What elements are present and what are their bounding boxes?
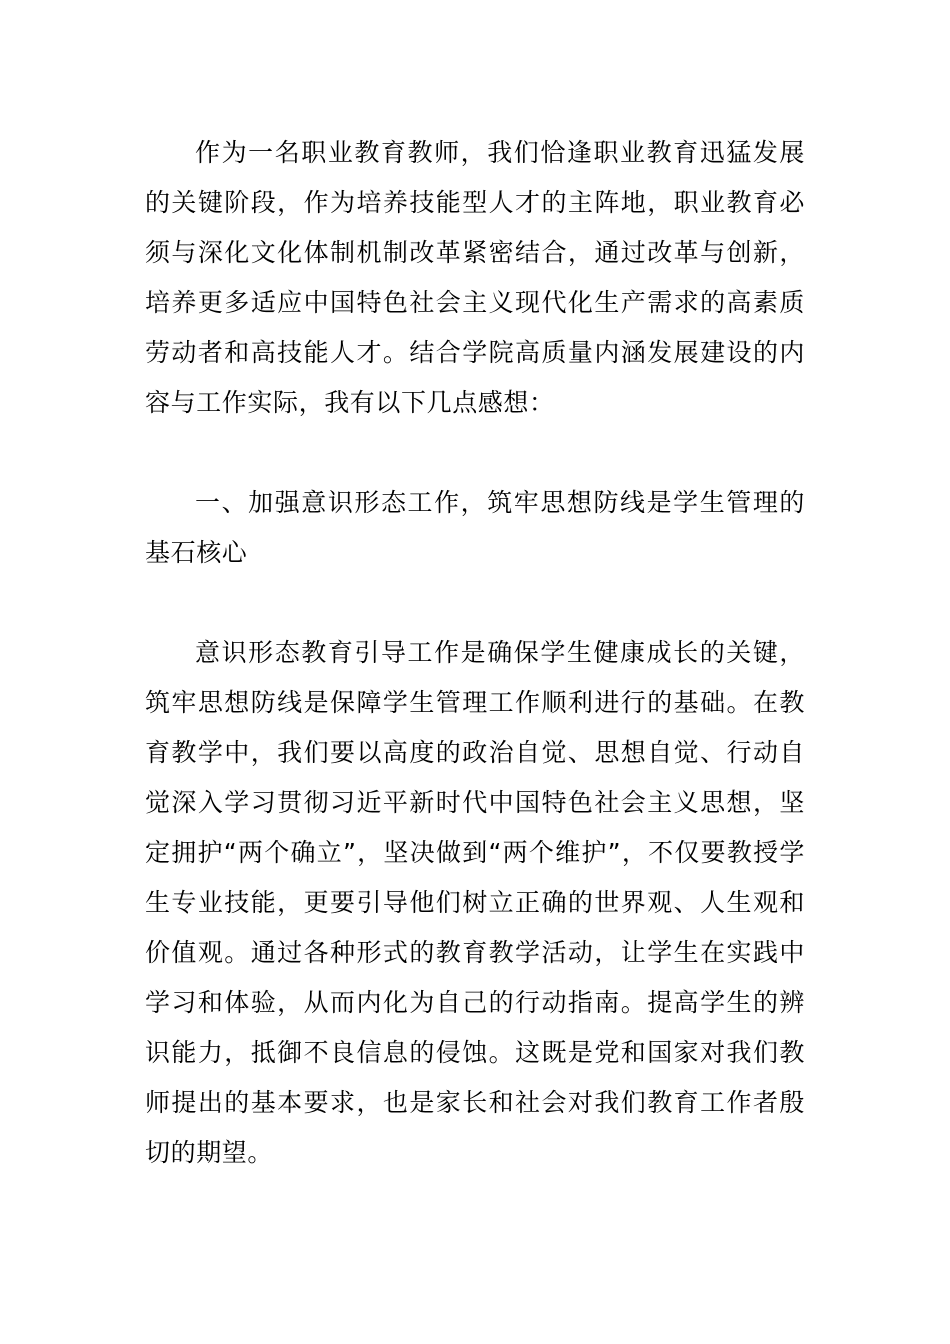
section-paragraph: 意识形态教育引导工作是确保学生健康成长的关键，筑牢思想防线是保障学生管理工作顺利进行的基础。在教育教学中，我们要以高度的政治自觉、思想自觉、行动自觉深入学习贯彻习近平新时代中国特色社会主义思想，坚定拥护“两个确立”，坚决做到“两个维护”，不仅要教授学生专业技能，更要引导他们树立正确的世界观、人生观和价值观。通过各种形式的教育教学活动，让学生在实践中学习和体验，从而内化为自己的行动指南。提高学生的辨识能力，抵御不良信息的侵蚀。这既是党和国家对我们教师提出的基本要求，也是家长和社会对我们教育工作者殷切的期望。 <box>145 638 805 1167</box>
section-heading: 一、加强意识形态工作，筑牢思想防线是学生管理的基石核心 <box>145 488 805 567</box>
document-body <box>145 128 805 1178</box>
intro-paragraph: 作为一名职业教育教师，我们恰逢职业教育迅猛发展的关键阶段，作为培养技能型人才的主阵地，职业教育必须与深化文化体制机制改革紧密结合，通过改革与创新，培养更多适应中国特色社会主义现代化生产需求的高素质劳动者和高技能人才。结合学院高质量内涵发展建设的内容与工作实际，我有以下几点感想： <box>145 138 805 417</box>
